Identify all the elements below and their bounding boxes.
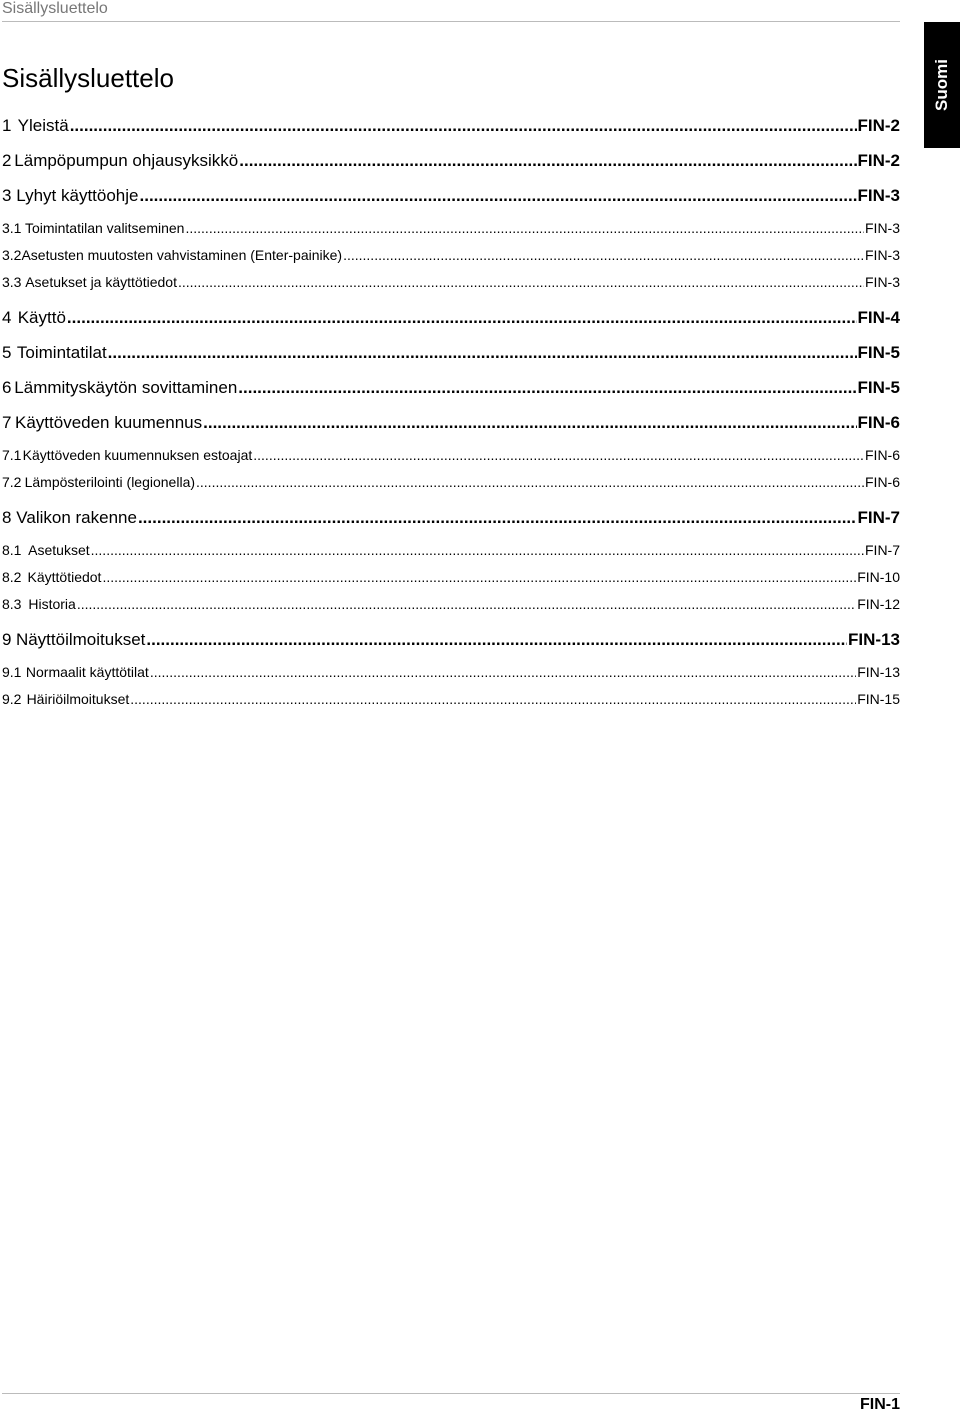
toc-entry[interactable]	[2, 374, 900, 409]
toc-entry-title: Lämpösterilointi (legionella)	[24, 474, 196, 490]
toc-entry[interactable]	[2, 471, 900, 504]
toc-entry-title: Normaalit käyttötilat	[25, 664, 149, 680]
toc-entry-number: 9.1	[2, 664, 22, 680]
toc-entry[interactable]	[2, 409, 900, 444]
toc-entry-page: FIN-12	[857, 596, 900, 612]
toc-entry-page: FIN-2	[857, 151, 900, 170]
toc-entry[interactable]	[2, 147, 900, 182]
toc-dot-leader	[130, 688, 856, 710]
toc-dot-leader	[203, 409, 856, 436]
language-tab	[924, 22, 960, 148]
toc-dot-leader	[239, 147, 856, 174]
toc-entry-page: FIN-7	[865, 542, 900, 558]
language-tab-label: Suomi	[932, 59, 952, 111]
toc-entry-page: FIN-3	[857, 186, 900, 205]
toc-dot-leader	[77, 593, 856, 615]
toc-entry[interactable]	[2, 182, 900, 217]
toc-entry-title: Käyttöveden kuumennuksen estoajat	[22, 447, 253, 463]
toc-dot-leader	[343, 244, 864, 266]
toc-entry-title: Lyhyt käyttöohje	[16, 186, 139, 205]
toc-entry-page: FIN-5	[857, 378, 900, 397]
toc-dot-leader	[253, 444, 864, 466]
toc-entry-page: FIN-3	[865, 220, 900, 236]
toc-entry-title: Asetukset	[28, 542, 90, 558]
toc-dot-leader	[150, 661, 856, 683]
toc-entry-number: 7.1	[2, 447, 22, 463]
toc-entry-number: 8.3	[2, 596, 22, 612]
toc-entry[interactable]	[2, 566, 900, 593]
toc-entry[interactable]	[2, 339, 900, 374]
toc-entry-title: Näyttöilmoitukset	[15, 630, 146, 649]
toc-entry-title: Asetusten muutosten vahvistaminen (Enter-painike)	[21, 247, 343, 263]
toc-entry-page: FIN-15	[857, 691, 900, 707]
toc-dot-leader	[140, 182, 857, 209]
toc-entry[interactable]	[2, 688, 900, 721]
toc-entry-number: 6	[2, 378, 12, 397]
toc-entry-title: Yleistä	[17, 116, 69, 135]
toc-dot-leader	[138, 504, 857, 531]
toc-entry-title: Käyttöveden kuumennus	[15, 413, 203, 432]
toc-entry-page: FIN-6	[865, 474, 900, 490]
toc-entry-page: FIN-6	[865, 447, 900, 463]
page-title: Sisällysluettelo	[2, 63, 174, 93]
toc-dot-leader	[70, 112, 857, 139]
toc-entry[interactable]	[2, 504, 900, 539]
toc-entry-title: Toimintatilat	[16, 343, 107, 362]
toc-dot-leader	[185, 217, 864, 239]
footer-divider	[2, 1393, 900, 1394]
toc-entry-number: 9.2	[2, 691, 22, 707]
toc-entry-page: FIN-13	[848, 630, 900, 649]
page-number: FIN-1	[860, 1396, 900, 1413]
toc-entry-page: FIN-10	[857, 569, 900, 585]
toc-dot-leader	[238, 374, 856, 401]
toc-entry-title: Historia	[28, 596, 76, 612]
toc-entry-title: Käyttö	[17, 308, 66, 327]
toc-entry[interactable]	[2, 244, 900, 271]
toc-entry-number: 7.2	[2, 474, 22, 490]
toc-dot-leader	[196, 471, 864, 493]
toc-dot-leader	[178, 271, 864, 293]
toc-entry-number: 8.2	[2, 569, 22, 585]
toc-entry[interactable]	[2, 626, 900, 661]
toc-entry-title: Lämpöpumpun ohjausyksikkö	[14, 151, 239, 170]
toc-entry-number: 7	[2, 413, 12, 432]
toc-dot-leader	[102, 566, 856, 588]
toc-entry-number: 3.3	[2, 274, 22, 290]
toc-entry-title: Valikon rakenne	[16, 508, 137, 527]
toc-entry-number: 3.1	[2, 220, 22, 236]
toc-entry-title: Käyttötiedot	[27, 569, 102, 585]
toc-entry[interactable]	[2, 112, 900, 147]
toc-entry-number: 9	[2, 630, 12, 649]
running-header: Sisällysluettelo	[2, 0, 108, 17]
toc-entry-page: FIN-13	[857, 664, 900, 680]
toc-entry-page: FIN-5	[857, 343, 900, 362]
toc-entry-number: 8	[2, 508, 12, 527]
toc-dot-leader	[91, 539, 864, 561]
toc-entry[interactable]	[2, 444, 900, 471]
header-divider	[2, 21, 900, 22]
toc-entry-number: 2	[2, 151, 12, 170]
toc-entry[interactable]	[2, 217, 900, 244]
toc-entry[interactable]	[2, 539, 900, 566]
toc-entry-number: 3.2	[2, 247, 22, 263]
table-of-contents	[2, 112, 900, 721]
toc-entry-title: Lämmityskäytön sovittaminen	[14, 378, 238, 397]
toc-entry-number: 4	[2, 308, 12, 327]
toc-dot-leader	[67, 304, 857, 331]
toc-entry-number: 3	[2, 186, 12, 205]
toc-entry-number: 8.1	[2, 542, 22, 558]
toc-entry-number: 5	[2, 343, 12, 362]
toc-entry[interactable]	[2, 593, 900, 626]
toc-entry[interactable]	[2, 304, 900, 339]
toc-dot-leader	[146, 626, 847, 653]
toc-entry-page: FIN-4	[857, 308, 900, 327]
toc-dot-leader	[108, 339, 857, 366]
toc-entry-number: 1	[2, 116, 12, 135]
toc-entry-title: Toimintatilan valitseminen	[24, 220, 185, 236]
toc-entry-page: FIN-6	[857, 413, 900, 432]
toc-entry[interactable]	[2, 271, 900, 304]
toc-entry[interactable]	[2, 661, 900, 688]
toc-entry-page: FIN-7	[857, 508, 900, 527]
toc-entry-title: Asetukset ja käyttötiedot	[25, 274, 177, 290]
toc-entry-page: FIN-3	[865, 247, 900, 263]
toc-entry-page: FIN-2	[857, 116, 900, 135]
toc-entry-page: FIN-3	[865, 274, 900, 290]
toc-entry-title: Häiriöilmoitukset	[26, 691, 130, 707]
